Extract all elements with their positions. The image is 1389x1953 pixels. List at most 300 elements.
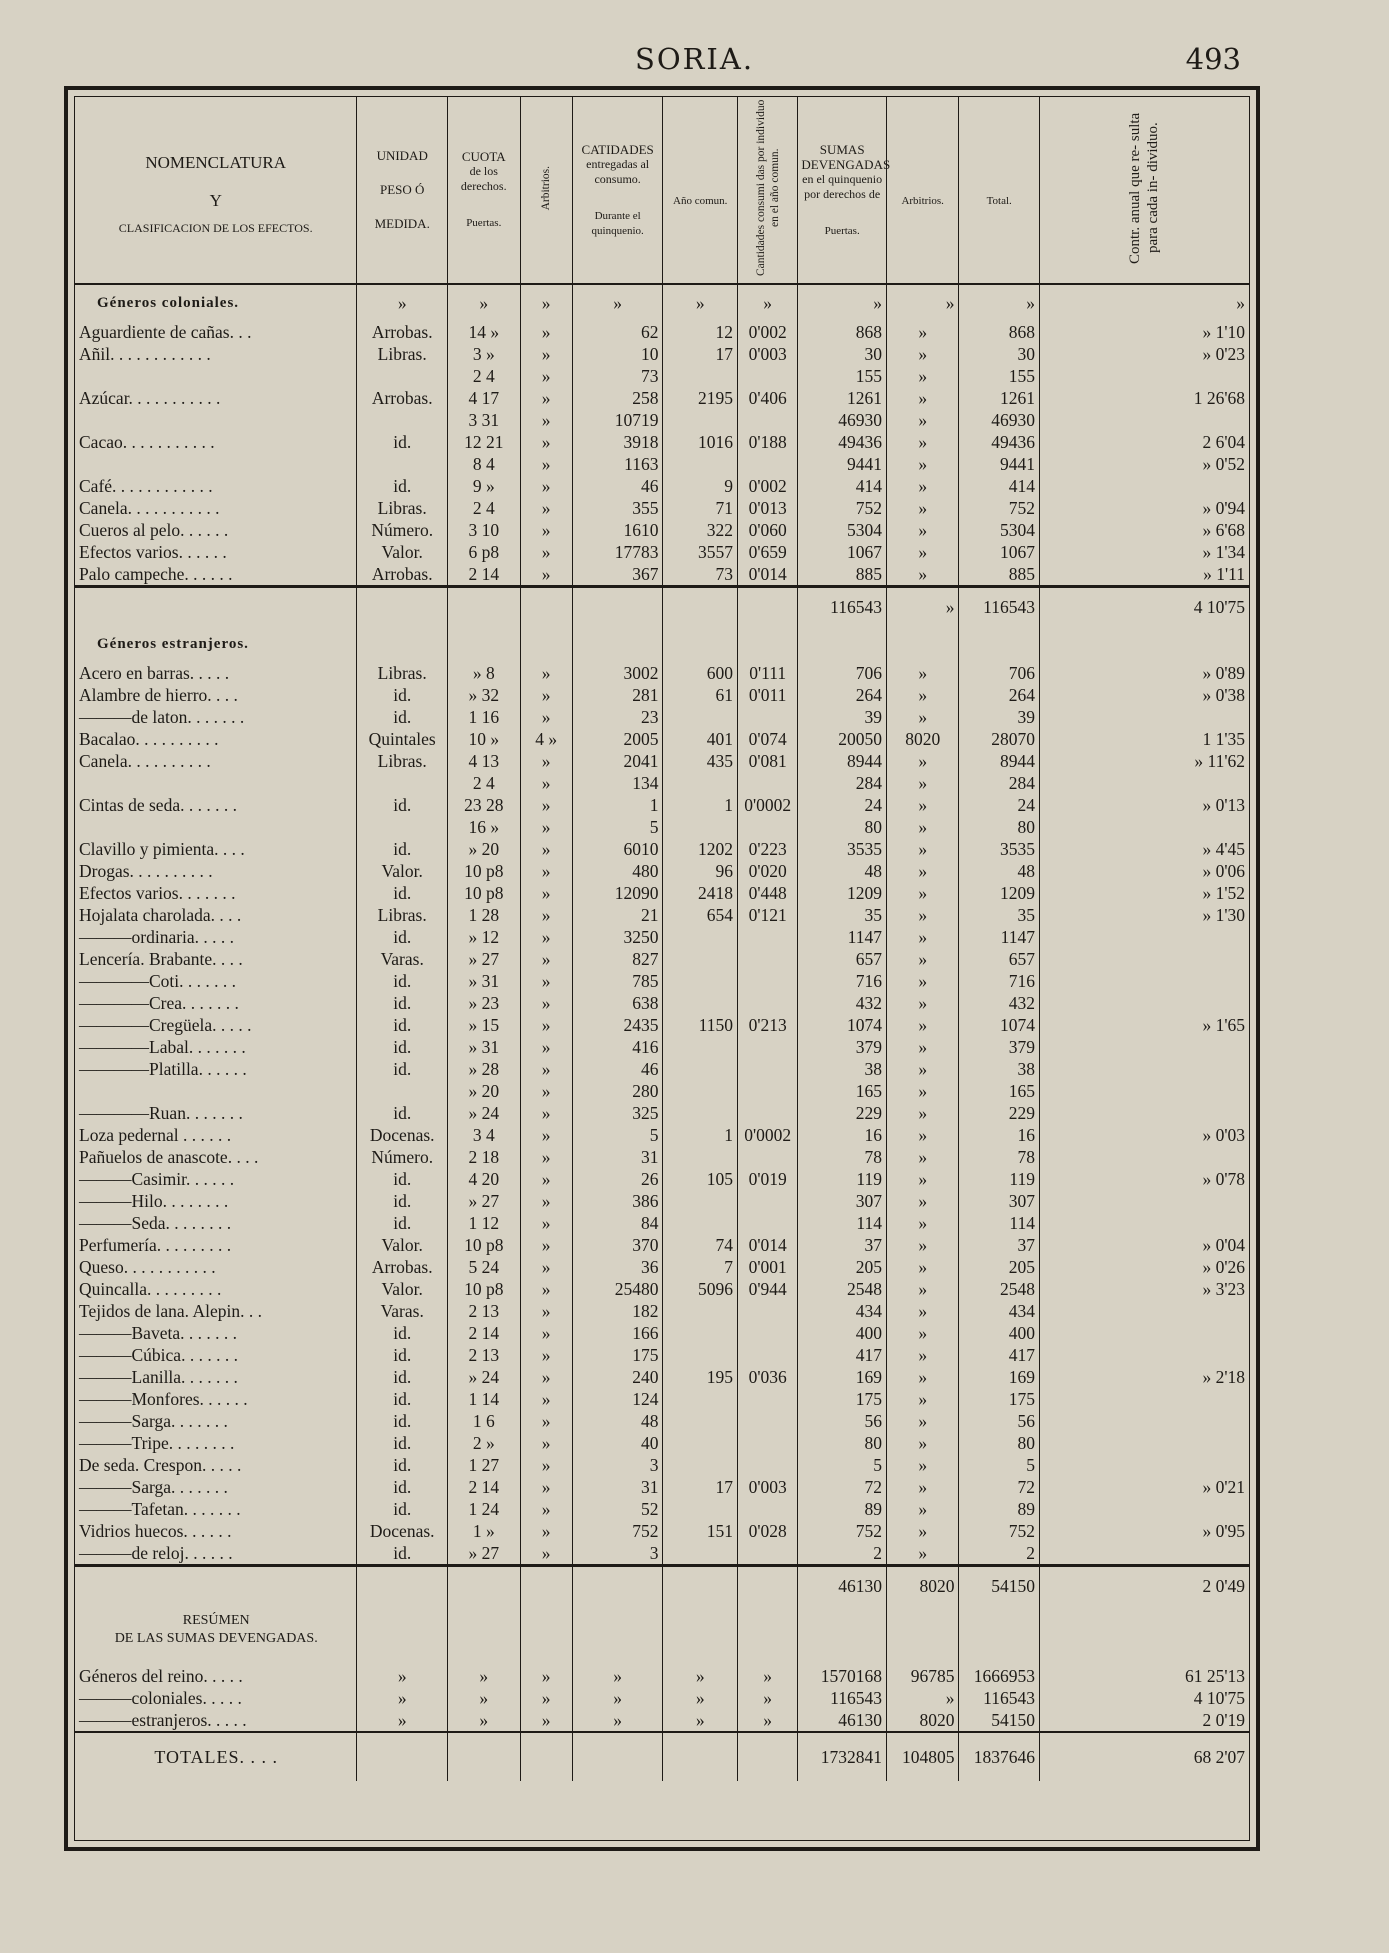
table-cell: 2418 — [663, 882, 738, 904]
table-cell: 2 6'04 — [1202, 432, 1245, 452]
table-cell — [357, 816, 448, 838]
table-cell: » — [737, 1709, 797, 1732]
table-cell — [959, 1605, 1040, 1655]
table-cell: Tejidos de lana. Alepin. . . — [75, 1300, 357, 1322]
table-cell: » 31 — [448, 1036, 520, 1058]
col-ano-comun — [663, 97, 738, 284]
table-cell: 80 — [798, 816, 887, 838]
table-cell: 1074 — [798, 1014, 887, 1036]
table-cell: 31 — [572, 1476, 663, 1498]
table-cell: 2 13 — [448, 1344, 520, 1366]
table-cell: 56 — [798, 1410, 887, 1432]
table-cell: 40 — [572, 1432, 663, 1454]
table-cell: 417 — [798, 1344, 887, 1366]
table-cell: 38 — [798, 1058, 887, 1080]
table-row — [75, 1520, 1249, 1542]
table-cell: 1 14 — [448, 1388, 520, 1410]
table-cell — [663, 365, 738, 387]
table-cell: 104805 — [886, 1732, 958, 1781]
table-cell: 229 — [798, 1102, 887, 1124]
table-cell: 8 4 — [448, 453, 520, 475]
table-cell: » — [737, 284, 797, 321]
table-cell — [1039, 1542, 1249, 1566]
table-cell: Géneros del reino. . . . . — [75, 1665, 357, 1687]
table-cell: 414 — [959, 475, 1040, 497]
table-cell: 3535 — [798, 838, 887, 860]
table-cell: » — [886, 1190, 958, 1212]
table-cell: 827 — [572, 948, 663, 970]
table-cell — [448, 1605, 520, 1655]
table-cell: id. — [357, 1344, 448, 1366]
table-cell: » — [886, 387, 958, 409]
header-row — [75, 97, 1249, 284]
table-cell: 0'001 — [737, 1256, 797, 1278]
table-cell: Arrobas. — [357, 321, 448, 343]
table-cell: » — [520, 970, 572, 992]
table-cell: » — [520, 750, 572, 772]
table-cell — [663, 1410, 738, 1432]
table-cell: » — [663, 284, 738, 321]
table-cell: ————Crea. . . . . . . — [75, 992, 357, 1014]
table-cell: 1147 — [959, 926, 1040, 948]
resumen-row — [75, 1665, 1249, 1687]
table-cell: 119 — [959, 1168, 1040, 1190]
table-cell: 17 — [663, 1476, 738, 1498]
table-cell: 0'020 — [737, 860, 797, 882]
table-cell — [520, 587, 572, 627]
table-row — [75, 1476, 1249, 1498]
table-cell: 74 — [663, 1234, 738, 1256]
table-cell: » — [520, 904, 572, 926]
table-cell: id. — [357, 1454, 448, 1476]
table-cell — [798, 1605, 887, 1655]
table-cell: » 2'18 — [1202, 1367, 1245, 1387]
table-cell: Efectos varios. . . . . . . — [75, 882, 357, 904]
table-row — [75, 343, 1249, 365]
table-cell: 80 — [959, 1432, 1040, 1454]
table-cell: Cacao. . . . . . . . . . . — [75, 431, 357, 453]
table-cell — [75, 453, 357, 475]
table-cell: 26 — [572, 1168, 663, 1190]
table-cell: 25480 — [572, 1278, 663, 1300]
table-cell: 9441 — [959, 453, 1040, 475]
table-cell: 2 14 — [448, 1476, 520, 1498]
table-cell: 195 — [663, 1366, 738, 1388]
table-cell: id. — [357, 1366, 448, 1388]
table-cell: 20050 — [798, 728, 887, 750]
table-cell: id. — [357, 1476, 448, 1498]
table-cell: Drogas. . . . . . . . . . — [75, 860, 357, 882]
table-cell: Valor. — [357, 541, 448, 563]
table-row — [75, 750, 1249, 772]
table-cell — [663, 1566, 738, 1606]
table-cell — [737, 1058, 797, 1080]
table-cell: 0'223 — [737, 838, 797, 860]
table-cell: » 1'34 — [1202, 542, 1245, 562]
table-cell — [737, 1322, 797, 1344]
table-cell: 89 — [959, 1498, 1040, 1520]
table-row — [75, 1124, 1249, 1146]
table-cell: 73 — [572, 365, 663, 387]
col-sumas-puertas — [798, 97, 891, 284]
table-cell: 10 p8 — [448, 860, 520, 882]
table-cell: 2 — [798, 1542, 887, 1566]
table-cell — [1039, 1605, 1249, 1655]
table-cell: » — [572, 1687, 663, 1709]
table-cell: » — [886, 1344, 958, 1366]
table-cell — [520, 1605, 572, 1655]
table-cell: » — [520, 1300, 572, 1322]
table-cell: » — [886, 1014, 958, 1036]
table-cell: Añil. . . . . . . . . . . . — [75, 343, 357, 365]
table-cell: » 31 — [448, 970, 520, 992]
table-cell: ———ordinaria. . . . . — [75, 926, 357, 948]
col-cuota-arbitrios — [520, 97, 572, 284]
table-frame — [64, 86, 1260, 1851]
table-cell: 105 — [663, 1168, 738, 1190]
table-cell: » — [886, 1542, 958, 1566]
table-cell: 12 — [663, 321, 738, 343]
table-cell: id. — [357, 970, 448, 992]
table-cell: Libras. — [357, 904, 448, 926]
table-cell: » — [520, 1256, 572, 1278]
table-cell: » — [886, 970, 958, 992]
resumen-heading — [75, 1605, 1249, 1655]
table-cell: Vidrios huecos. . . . . . — [75, 1520, 357, 1542]
table-cell — [1039, 816, 1249, 838]
table-cell: 0'014 — [737, 563, 797, 587]
table-cell: » — [886, 882, 958, 904]
table-cell: 9 — [663, 475, 738, 497]
table-cell: 3 10 — [448, 519, 520, 541]
table-cell: 3002 — [572, 662, 663, 684]
table-cell: » — [520, 431, 572, 453]
table-cell: Cintas de seda. . . . . . . — [75, 794, 357, 816]
table-cell — [1039, 1344, 1249, 1366]
table-cell: 16 — [798, 1124, 887, 1146]
table-cell — [75, 772, 357, 794]
table-cell: Quincalla. . . . . . . . . — [75, 1278, 357, 1300]
table-cell: 62 — [572, 321, 663, 343]
table-row — [75, 541, 1249, 563]
table-cell: 46130 — [798, 1566, 887, 1606]
table-cell: 3 » — [448, 343, 520, 365]
table-cell: » — [520, 1212, 572, 1234]
table-cell: » — [886, 1300, 958, 1322]
table-cell: 0'019 — [737, 1168, 797, 1190]
table-cell: id. — [357, 1542, 448, 1566]
table-cell: 96 — [663, 860, 738, 882]
table-cell: » — [572, 1665, 663, 1687]
table-cell: 4 10'75 — [1193, 1688, 1245, 1708]
table-row — [75, 794, 1249, 816]
table-cell — [448, 626, 520, 662]
table-row — [75, 706, 1249, 728]
table-cell: » — [520, 1278, 572, 1300]
table-cell — [737, 365, 797, 387]
table-cell — [663, 1322, 738, 1344]
table-cell — [357, 1732, 448, 1781]
table-cell: » — [357, 1709, 448, 1732]
table-cell — [663, 1190, 738, 1212]
table-cell: id. — [357, 882, 448, 904]
table-cell: » — [886, 1410, 958, 1432]
table-cell: 0'011 — [737, 684, 797, 706]
table-cell: » 0'23 — [1202, 344, 1245, 364]
table-cell: 5 — [798, 1454, 887, 1476]
table-cell — [75, 365, 357, 387]
col-contribucion — [1039, 97, 1249, 284]
table-cell — [737, 626, 797, 662]
table-cell — [737, 1190, 797, 1212]
table-cell: » — [959, 284, 1040, 321]
header-text: entregadas al consumo. — [586, 156, 650, 186]
table-cell: 1 1'35 — [1202, 729, 1245, 749]
table-cell: 2 13 — [448, 1300, 520, 1322]
table-cell: ———de laton. . . . . . . — [75, 706, 357, 728]
table-cell: id. — [357, 794, 448, 816]
table-cell: » — [886, 838, 958, 860]
table-cell: 24 — [959, 794, 1040, 816]
table-cell: 114 — [798, 1212, 887, 1234]
table-row — [75, 772, 1249, 794]
table-cell: 3557 — [663, 541, 738, 563]
header-text: Y — [209, 191, 222, 210]
table-cell: Número. — [357, 519, 448, 541]
table-cell: » 24 — [448, 1366, 520, 1388]
table-cell: id. — [357, 1322, 448, 1344]
table-cell: 39 — [798, 706, 887, 728]
table-cell: 10 p8 — [448, 1234, 520, 1256]
table-cell — [886, 626, 958, 662]
table-cell — [959, 1655, 1040, 1665]
table-cell: 49436 — [959, 431, 1040, 453]
table-cell: Arrobas. — [357, 1256, 448, 1278]
table-cell: 155 — [798, 365, 887, 387]
col-unidad — [357, 97, 448, 284]
table-cell: » — [886, 1454, 958, 1476]
table-cell: 5 24 — [448, 1256, 520, 1278]
table-cell — [1039, 626, 1249, 662]
table-cell: » — [520, 1476, 572, 1498]
section-heading — [75, 284, 1249, 321]
table-cell: 1 27 — [448, 1454, 520, 1476]
table-cell — [572, 626, 663, 662]
table-cell: 36 — [572, 1256, 663, 1278]
table-cell: 1610 — [572, 519, 663, 541]
table-cell: 752 — [798, 497, 887, 519]
table-cell — [357, 1605, 448, 1655]
table-cell: » — [520, 1388, 572, 1410]
resumen-title-line: DE LAS SUMAS DEVENGADAS. — [114, 1631, 318, 1646]
table-row — [75, 1498, 1249, 1520]
table-cell — [737, 1212, 797, 1234]
table-cell: 2 18 — [448, 1146, 520, 1168]
table-cell: » — [520, 1146, 572, 1168]
table-cell: id. — [357, 475, 448, 497]
table-cell: ———Sarga. . . . . . . — [75, 1410, 357, 1432]
table-cell: 80 — [959, 816, 1040, 838]
table-cell: 8020 — [886, 1566, 958, 1606]
table-cell: ————Ruan. . . . . . . — [75, 1102, 357, 1124]
table-row — [75, 1344, 1249, 1366]
table-cell: » — [737, 1665, 797, 1687]
table-cell: 355 — [572, 497, 663, 519]
table-cell — [737, 1102, 797, 1124]
table-cell: » — [520, 1344, 572, 1366]
table-cell — [663, 587, 738, 627]
table-cell — [737, 1566, 797, 1606]
table-cell: 84 — [572, 1212, 663, 1234]
table-cell: 280 — [572, 1080, 663, 1102]
table-cell — [663, 409, 738, 431]
table-cell: » — [520, 926, 572, 948]
table-cell: 169 — [798, 1366, 887, 1388]
table-row — [75, 728, 1249, 750]
table-cell: » — [520, 772, 572, 794]
table-cell — [663, 706, 738, 728]
table-cell: » — [886, 1146, 958, 1168]
table-cell: 716 — [959, 970, 1040, 992]
table-cell: » 6'68 — [1202, 520, 1245, 540]
table-cell: » — [886, 992, 958, 1014]
table-cell: 9 » — [448, 475, 520, 497]
table-cell: id. — [357, 1058, 448, 1080]
table-cell: 885 — [798, 563, 887, 587]
spacer-row — [75, 1655, 1249, 1665]
table-cell: 182 — [572, 1300, 663, 1322]
table-cell — [737, 970, 797, 992]
table-cell: id. — [357, 926, 448, 948]
table-cell: 17783 — [572, 541, 663, 563]
table-cell — [737, 1655, 797, 1665]
table-cell: » — [520, 1168, 572, 1190]
table-cell: » 27 — [448, 1542, 520, 1566]
table-cell: » — [520, 838, 572, 860]
table-cell: ———estranjeros. . . . . — [75, 1709, 357, 1732]
table-cell — [663, 772, 738, 794]
table-cell — [663, 1498, 738, 1520]
table-cell: 264 — [959, 684, 1040, 706]
table-cell: 2435 — [572, 1014, 663, 1036]
table-cell: 72 — [959, 1476, 1040, 1498]
table-cell: » 0'03 — [1202, 1125, 1245, 1145]
table-cell — [1039, 1146, 1249, 1168]
table-cell: 2 0'19 — [1202, 1710, 1245, 1730]
table-cell: » — [737, 1687, 797, 1709]
table-cell — [663, 970, 738, 992]
table-cell: 2 14 — [448, 563, 520, 587]
table-cell: » — [520, 1190, 572, 1212]
table-cell: » — [520, 794, 572, 816]
table-cell: 0'002 — [737, 321, 797, 343]
table-cell: » 20 — [448, 838, 520, 860]
table-cell: » — [886, 1058, 958, 1080]
table-cell: 386 — [572, 1190, 663, 1212]
table-cell — [798, 1655, 887, 1665]
table-cell — [886, 1655, 958, 1665]
table-cell: » — [520, 1454, 572, 1476]
table-cell: » — [886, 497, 958, 519]
table-cell — [1039, 1080, 1249, 1102]
table-cell: » 3'23 — [1202, 1279, 1245, 1299]
table-cell: 2 0'49 — [1039, 1566, 1249, 1606]
table-cell — [75, 587, 357, 627]
table-cell: » 1'10 — [1202, 322, 1245, 342]
table-cell: 0'081 — [737, 750, 797, 772]
header-text: UNIDAD — [376, 148, 428, 163]
table-cell: Arrobas. — [357, 563, 448, 587]
header-text: Puertas. — [824, 224, 860, 237]
table-cell: » 1'30 — [1202, 905, 1245, 925]
table-cell: 1163 — [572, 453, 663, 475]
table-cell: » — [520, 1102, 572, 1124]
table-row — [75, 1058, 1249, 1080]
table-cell — [1039, 926, 1249, 948]
table-cell: » — [520, 1366, 572, 1388]
table-cell: 54150 — [959, 1709, 1040, 1732]
table-cell: 1016 — [663, 431, 738, 453]
table-cell: » 0'38 — [1202, 685, 1245, 705]
table-cell: 379 — [959, 1036, 1040, 1058]
table-cell: 322 — [663, 519, 738, 541]
table-cell: » — [886, 1212, 958, 1234]
table-cell: 434 — [798, 1300, 887, 1322]
table-cell: 5304 — [798, 519, 887, 541]
table-cell: 3 — [572, 1454, 663, 1476]
table-cell — [737, 1732, 797, 1781]
table-cell — [1039, 970, 1249, 992]
table-row — [75, 431, 1249, 453]
table-cell — [663, 1732, 738, 1781]
table-cell: 166 — [572, 1322, 663, 1344]
table-cell — [737, 1344, 797, 1366]
table-cell: 30 — [959, 343, 1040, 365]
table-cell — [886, 1605, 958, 1655]
table-cell: 78 — [798, 1146, 887, 1168]
table-cell: 1 — [663, 1124, 738, 1146]
resumen-row — [75, 1709, 1249, 1732]
table-cell: 0'406 — [737, 387, 797, 409]
table-cell — [737, 926, 797, 948]
table-cell: » — [886, 1102, 958, 1124]
table-cell — [1039, 772, 1249, 794]
table-cell: » — [886, 475, 958, 497]
table-cell: Alambre de hierro. . . . — [75, 684, 357, 706]
table-cell: 0'188 — [737, 431, 797, 453]
table-cell: 0'0002 — [737, 1124, 797, 1146]
table-cell — [663, 1146, 738, 1168]
table-cell: ———Baveta. . . . . . . — [75, 1322, 357, 1344]
table-cell: 416 — [572, 1036, 663, 1058]
table-cell: 114 — [959, 1212, 1040, 1234]
table-cell: » — [520, 1542, 572, 1566]
resumen-row — [75, 1687, 1249, 1709]
table-cell: Valor. — [357, 860, 448, 882]
table-cell — [357, 772, 448, 794]
table-cell — [737, 1036, 797, 1058]
table-cell: 0'213 — [737, 1014, 797, 1036]
table-cell: ———Monfores. . . . . . — [75, 1388, 357, 1410]
table-cell — [448, 587, 520, 627]
table-cell: 0'014 — [737, 1234, 797, 1256]
table-cell: ————Labal. . . . . . . — [75, 1036, 357, 1058]
table-cell: Docenas. — [357, 1124, 448, 1146]
table-cell: » — [886, 453, 958, 475]
table-cell: 1261 — [959, 387, 1040, 409]
table-cell — [737, 587, 797, 627]
table-cell: ————Platilla. . . . . . — [75, 1058, 357, 1080]
